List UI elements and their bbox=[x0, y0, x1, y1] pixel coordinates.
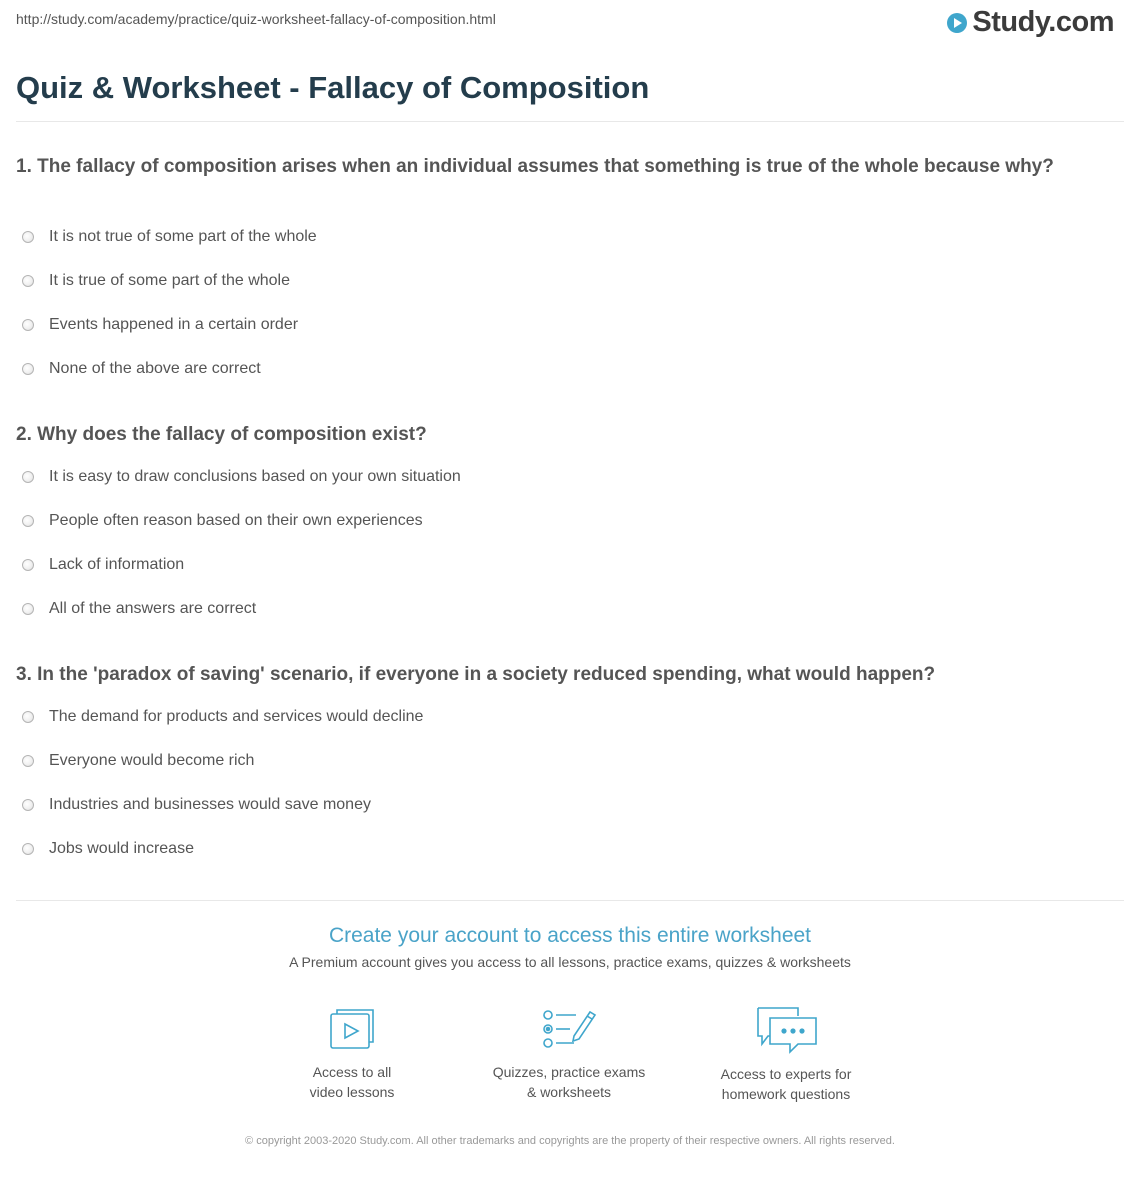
radio-button[interactable] bbox=[22, 559, 34, 571]
option-label: It is not true of some part of the whole bbox=[49, 228, 317, 245]
radio-button[interactable] bbox=[22, 231, 34, 243]
question-1-option-3[interactable] bbox=[22, 316, 298, 334]
feature-experts bbox=[686, 1006, 886, 1104]
question-3: 3. In the 'paradox of saving' scenario, if everyone in a society reduced spending, what would happen? bbox=[16, 664, 936, 685]
play-circle-icon bbox=[946, 12, 968, 34]
option-label: The demand for products and services would decline bbox=[49, 708, 424, 725]
radio-button[interactable] bbox=[22, 515, 34, 527]
question-3-option-2[interactable] bbox=[22, 752, 254, 770]
radio-button[interactable] bbox=[22, 319, 34, 331]
question-1-option-1[interactable] bbox=[22, 228, 317, 246]
create-account-link[interactable]: Create your account to access this entire worksheet bbox=[328, 924, 812, 947]
question-2-option-3[interactable] bbox=[22, 556, 184, 574]
top-bar bbox=[0, 0, 1140, 40]
radio-button[interactable] bbox=[22, 275, 34, 287]
radio-button[interactable] bbox=[22, 711, 34, 723]
video-lessons-icon bbox=[252, 1006, 452, 1052]
option-label: Industries and businesses would save money bbox=[49, 796, 371, 813]
question-1: 1. The fallacy of composition arises when an individual assumes that something is true of the whole because why? bbox=[16, 156, 1054, 177]
radio-button[interactable] bbox=[22, 471, 34, 483]
feature-quizzes bbox=[469, 1006, 669, 1102]
chat-bubbles-icon bbox=[686, 1006, 886, 1054]
feature-label bbox=[686, 1064, 886, 1104]
feature-line: Quizzes, practice exams bbox=[492, 1064, 646, 1080]
radio-button[interactable] bbox=[22, 363, 34, 375]
title-divider bbox=[16, 121, 1124, 122]
radio-button[interactable] bbox=[22, 755, 34, 767]
option-label: None of the above are correct bbox=[49, 360, 261, 377]
question-3-option-1[interactable] bbox=[22, 708, 423, 726]
feature-line: & worksheets bbox=[526, 1084, 612, 1100]
radio-button[interactable] bbox=[22, 799, 34, 811]
logo-text: Study.com bbox=[972, 6, 1114, 38]
cta-divider bbox=[16, 900, 1124, 901]
option-label: Everyone would become rich bbox=[49, 752, 255, 769]
feature-label bbox=[469, 1062, 669, 1102]
question-1-option-4[interactable] bbox=[22, 360, 261, 378]
feature-line: homework questions bbox=[721, 1086, 851, 1102]
radio-button[interactable] bbox=[22, 843, 34, 855]
cta-subtitle: A Premium account gives you access to all lessons, practice exams, quizzes & worksheets bbox=[289, 954, 851, 970]
page-title: Quiz & Worksheet - Fallacy of Composition bbox=[16, 70, 650, 105]
study-logo[interactable] bbox=[946, 6, 1114, 39]
question-2-option-1[interactable] bbox=[22, 468, 461, 486]
quiz-checklist-icon bbox=[469, 1006, 669, 1052]
radio-button[interactable] bbox=[22, 603, 34, 615]
copyright-footer: © copyright 2003-2020 Study.com. All other trademarks and copyrights are the property of their respective owners. All rights reserved. bbox=[245, 1135, 895, 1147]
option-label: All of the answers are correct bbox=[49, 600, 257, 617]
feature-label bbox=[252, 1062, 452, 1102]
option-label: It is easy to draw conclusions based on your own situation bbox=[49, 468, 461, 485]
option-label: People often reason based on their own experiences bbox=[49, 512, 423, 529]
feature-video-lessons bbox=[252, 1006, 452, 1102]
option-label: Jobs would increase bbox=[49, 840, 194, 857]
option-label: Events happened in a certain order bbox=[49, 316, 299, 333]
feature-line: Access to experts for bbox=[720, 1066, 852, 1082]
option-label: Lack of information bbox=[49, 556, 185, 573]
question-2-option-2[interactable] bbox=[22, 512, 423, 530]
question-2: 2. Why does the fallacy of composition exist? bbox=[16, 424, 427, 445]
page-url: http://study.com/academy/practice/quiz-worksheet-fallacy-of-composition.html bbox=[16, 11, 496, 27]
question-1-option-2[interactable] bbox=[22, 272, 290, 290]
question-2-option-4[interactable] bbox=[22, 600, 256, 618]
feature-line: video lessons bbox=[309, 1084, 395, 1100]
question-3-option-4[interactable] bbox=[22, 840, 194, 858]
question-3-option-3[interactable] bbox=[22, 796, 371, 814]
option-label: It is true of some part of the whole bbox=[49, 272, 291, 289]
feature-line: Access to all bbox=[312, 1064, 392, 1080]
